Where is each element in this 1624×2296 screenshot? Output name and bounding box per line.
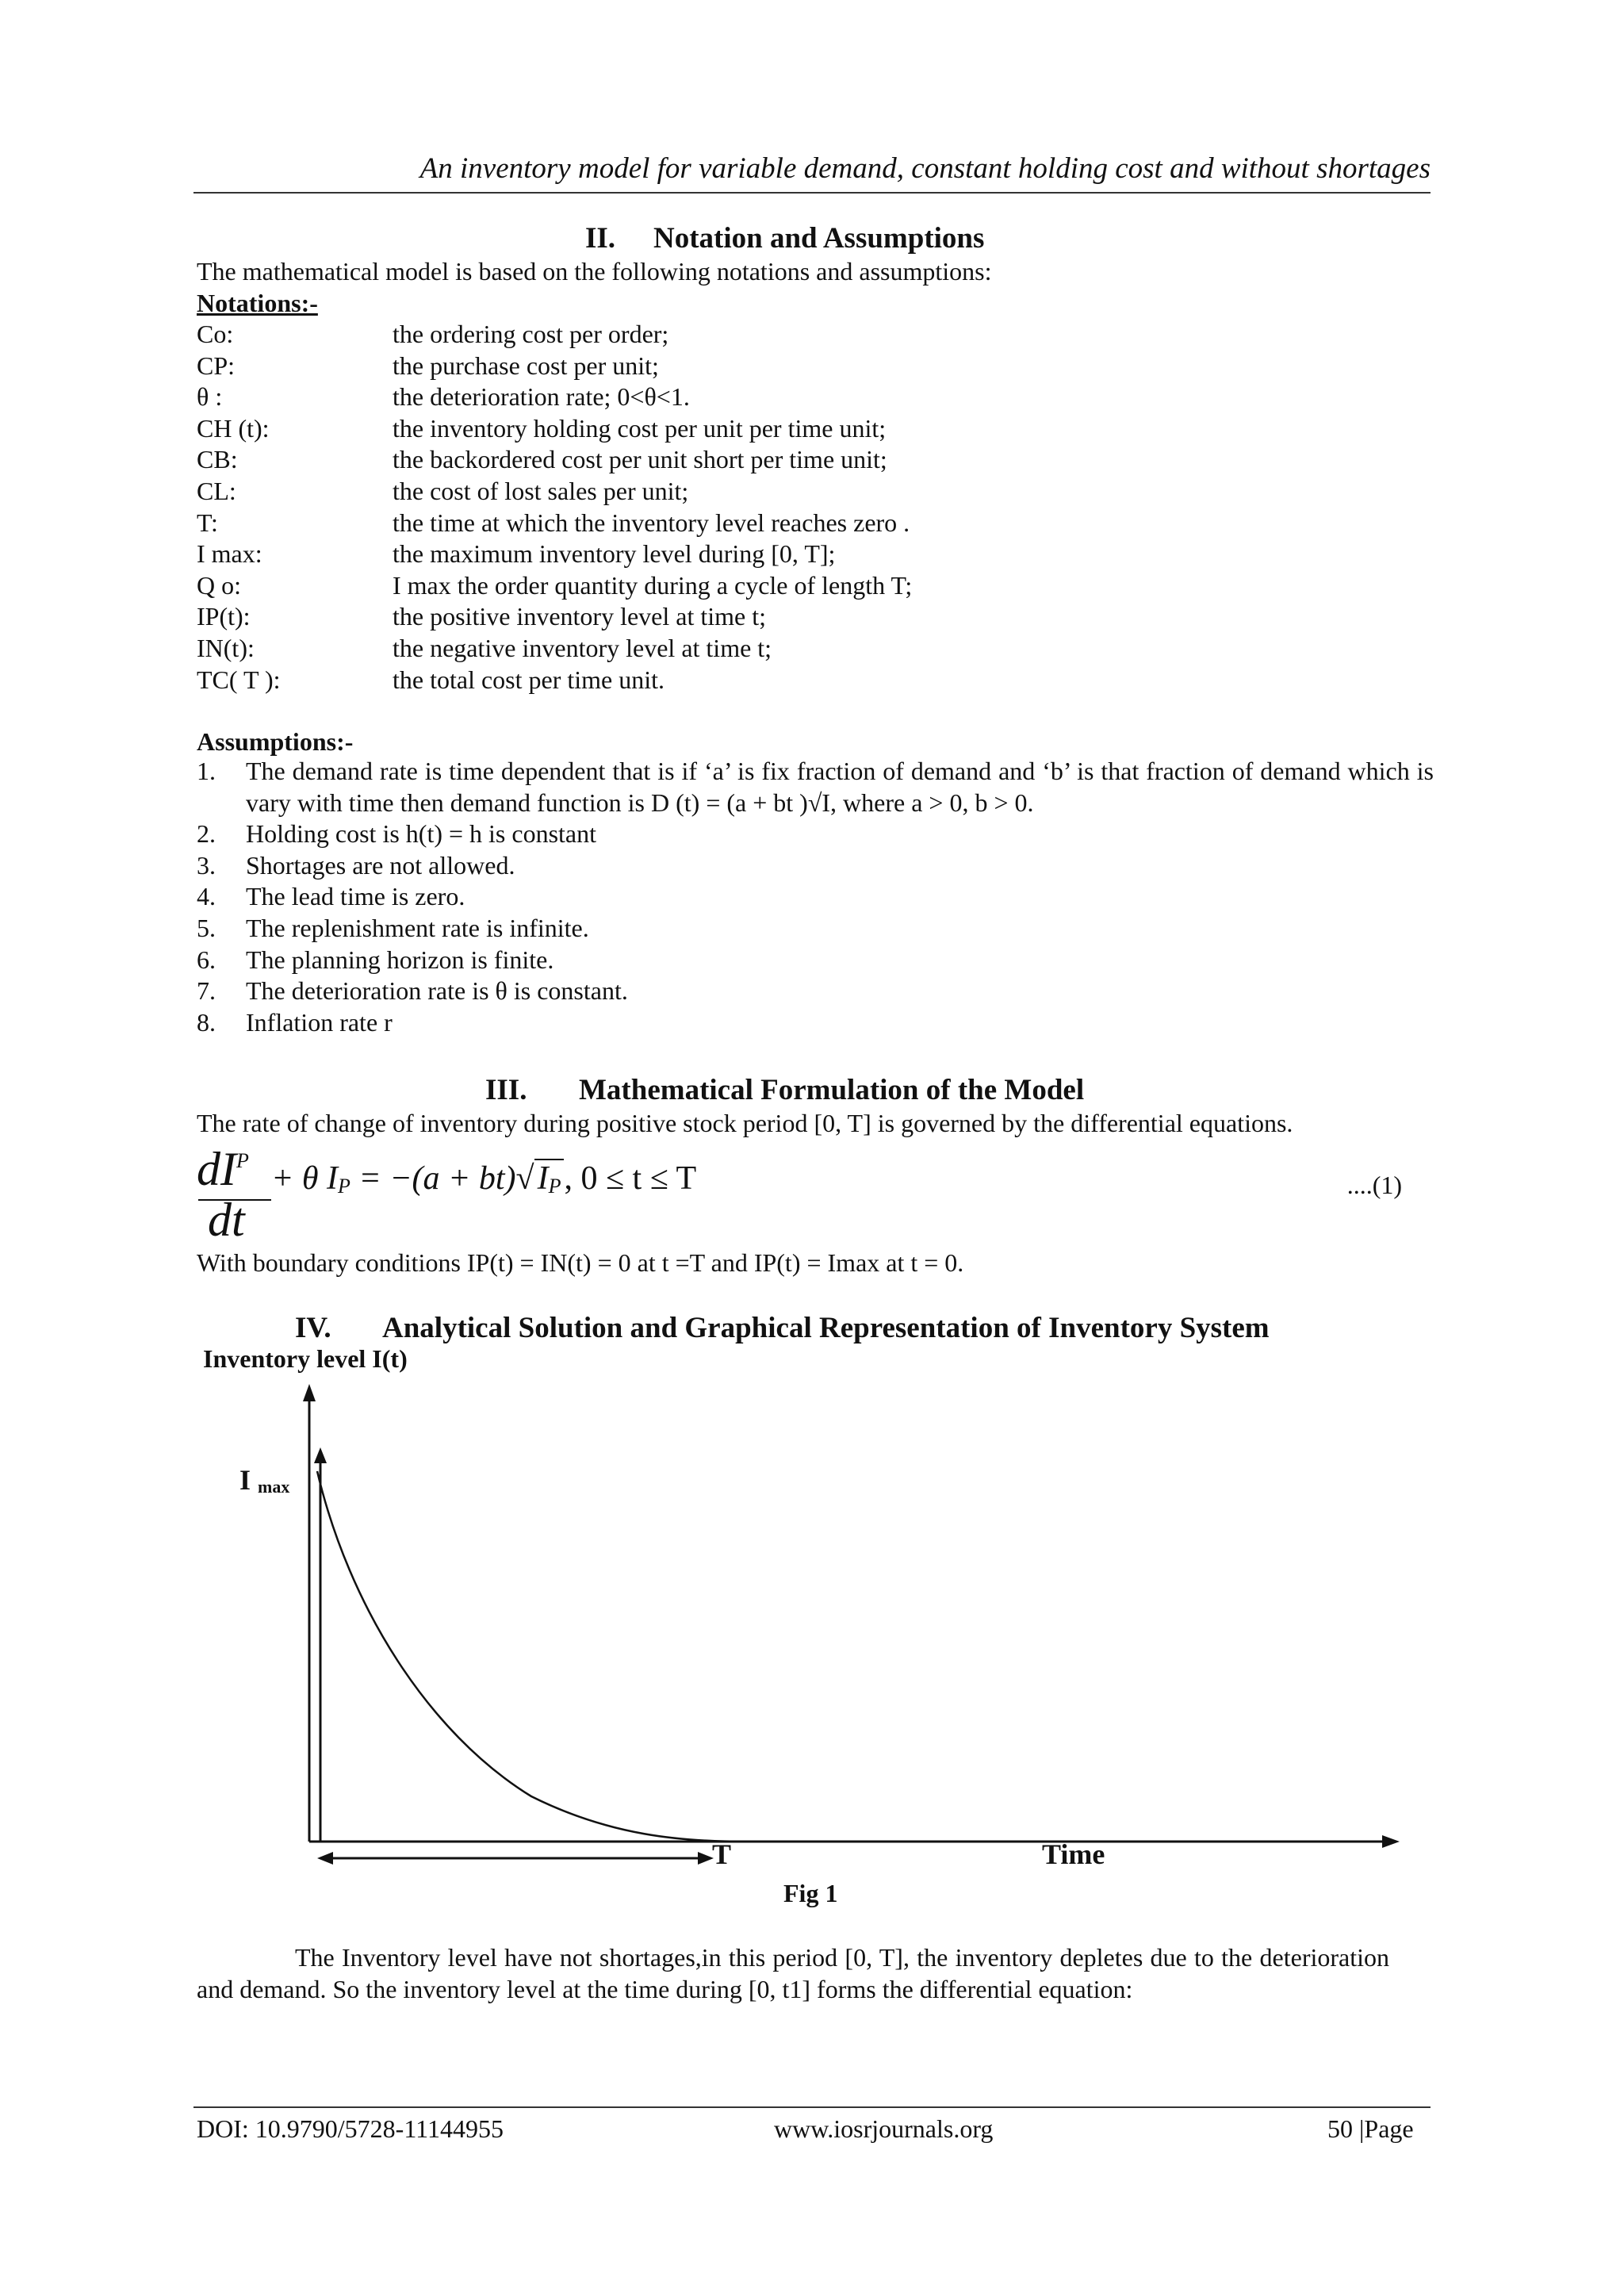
body-paragraph: The Inventory level have not shortages,in this period [0, T], the inventory depletes due to the deterioration and demand. So the inventory level at the time during [0, t1] forms the differential equation:: [197, 1943, 1389, 2003]
assumption-number: 4.: [197, 882, 216, 911]
section-intro: The rate of change of inventory during positive stock period [0, T] is governed by the differential equations.: [197, 1109, 1293, 1137]
assumption-text: Inflation rate r: [246, 1007, 393, 1037]
eq-theta-term: + θ I: [271, 1160, 338, 1197]
eq-rhs: [271, 1159, 696, 1198]
notation-desc: I max the order quantity during a cycle of length T;: [393, 570, 913, 600]
assumption-number: 7.: [197, 976, 216, 1006]
notation-symbol: I max:: [197, 539, 262, 569]
notation-symbol: Q o:: [197, 570, 241, 600]
imax-label-text: I: [239, 1464, 251, 1496]
notation-row: [197, 665, 912, 696]
running-header: An inventory model for variable demand, constant holding cost and without shortages: [419, 152, 1431, 185]
notation-symbol: T:: [197, 508, 218, 537]
notation-list: [197, 319, 912, 696]
imax-arrow-head: [314, 1447, 327, 1463]
assumption-item: [197, 913, 1434, 945]
section-number: III.: [485, 1074, 527, 1106]
section-heading-4: [295, 1310, 1270, 1347]
differential-equation: [197, 1140, 1418, 1244]
section-intro: The mathematical model is based on the following notations and assumptions:: [197, 257, 992, 286]
notation-desc: the deterioration rate; 0<θ<1.: [393, 382, 690, 412]
assumption-number: 5.: [197, 913, 216, 942]
assumption-text: The deterioration rate is θ is constant.: [246, 976, 628, 1006]
section-heading-3: [485, 1072, 1084, 1109]
section-title: Notation and Assumptions: [653, 222, 985, 255]
assumption-item: [197, 818, 1434, 850]
inventory-curve: [317, 1471, 745, 1842]
notation-desc: the ordering cost per order;: [393, 320, 669, 348]
footer-doi: DOI: 10.9790/5728-11144955: [197, 2114, 504, 2143]
inventory-graph: [198, 1344, 1435, 1915]
notation-symbol: IP(t):: [197, 602, 251, 631]
eq-radicand-text: I: [537, 1160, 549, 1197]
notation-symbol: CH (t):: [197, 413, 270, 443]
assumption-text: Shortages are not allowed.: [246, 850, 515, 880]
notation-row: [197, 601, 912, 633]
assumption-text: The planning horizon is finite.: [246, 945, 554, 974]
assumptions-heading: Assumptions:-: [197, 727, 354, 756]
notation-row: [197, 351, 912, 382]
y-axis-arrow: [303, 1384, 316, 1401]
notation-desc: the cost of lost sales per unit;: [393, 476, 689, 505]
time-axis-label: Time: [1042, 1838, 1105, 1870]
notation-symbol: TC( T ):: [197, 665, 281, 694]
eq-radicand: [534, 1159, 565, 1197]
notation-symbol: CB:: [197, 445, 238, 474]
eq-theta-sub: P: [337, 1175, 350, 1198]
equation-number: ....(1): [1346, 1171, 1402, 1199]
notation-row: [197, 319, 912, 351]
notation-row: [197, 381, 912, 413]
footer-rule: [193, 2106, 1431, 2108]
assumption-text: The replenishment rate is infinite.: [246, 913, 589, 942]
header-rule: [193, 192, 1431, 194]
eq-numerator: [197, 1142, 249, 1197]
notation-row: [197, 633, 912, 665]
notations-heading: Notations:-: [197, 289, 318, 317]
eq-numerator-text: dI: [197, 1143, 236, 1195]
section-number: IV.: [295, 1312, 331, 1344]
t-label: T: [712, 1838, 732, 1870]
notation-row: [197, 444, 912, 476]
y-axis-label: Inventory level I(t): [203, 1344, 408, 1373]
section-title: Analytical Solution and Graphical Representation of Inventory System: [382, 1312, 1270, 1344]
assumption-text: The demand rate is time dependent that is if ‘a’ is fix fraction of demand and ‘b’ is that fraction of demand which is vary with time then demand function is D (t) = (a + bt )√I, where a > 0, b > 0.: [246, 757, 1434, 817]
notation-symbol: θ :: [197, 382, 223, 412]
eq-demand-term: = −(a + bt)√: [350, 1160, 534, 1197]
notation-row: [197, 476, 912, 508]
assumption-text: Holding cost is h(t) = h is constant: [246, 819, 597, 849]
assumption-number: 8.: [197, 1007, 216, 1037]
footer-site: www.iosrjournals.org: [774, 2114, 994, 2143]
notation-symbol: Co:: [197, 320, 234, 348]
assumption-item: [197, 756, 1434, 818]
assumption-number: 1.: [197, 757, 216, 785]
notation-row: [197, 413, 912, 445]
boundary-conditions: With boundary conditions IP(t) = IN(t) = 0 at t =T and IP(t) = Imax at t = 0.: [197, 1248, 964, 1277]
notation-desc: the inventory holding cost per unit per time unit;: [393, 413, 887, 443]
eq-range: , 0 ≤ t ≤ T: [564, 1160, 697, 1197]
notation-row: [197, 570, 912, 602]
notation-symbol: IN(t):: [197, 633, 255, 662]
footer-page: 50 |Page: [1327, 2114, 1414, 2143]
figure-caption: Fig 1: [783, 1879, 838, 1907]
notation-desc: the negative inventory level at time t;: [393, 633, 772, 662]
section-number: II.: [585, 222, 616, 255]
assumption-text: The lead time is zero.: [246, 882, 465, 911]
notation-symbol: CP:: [197, 351, 236, 380]
assumption-item: [197, 1007, 1434, 1039]
inventory-figure: [198, 1344, 1435, 1915]
assumption-list: [197, 756, 1434, 1038]
imax-label-sub: max: [258, 1477, 290, 1497]
notation-desc: the total cost per time unit.: [393, 665, 665, 694]
assumption-item: [197, 976, 1434, 1007]
assumption-item: [197, 945, 1434, 976]
x-axis-arrow: [1382, 1835, 1400, 1848]
assumption-item: [197, 850, 1434, 882]
notation-desc: the positive inventory level at time t;: [393, 602, 766, 631]
t-span-arrow-right: [698, 1852, 714, 1865]
assumption-item: [197, 881, 1434, 913]
eq-radicand-sub: P: [548, 1175, 561, 1198]
notation-row: [197, 539, 912, 570]
assumption-number: 2.: [197, 819, 216, 849]
notation-desc: the backordered cost per unit short per time unit;: [393, 445, 887, 474]
eq-numerator-sub: P: [236, 1149, 249, 1172]
notation-desc: the purchase cost per unit;: [393, 351, 659, 380]
notation-desc: the time at which the inventory level reaches zero .: [393, 508, 910, 537]
notation-row: [197, 508, 912, 539]
notation-symbol: CL:: [197, 476, 236, 505]
section-title: Mathematical Formulation of the Model: [579, 1074, 1085, 1106]
eq-denominator: dt: [208, 1194, 245, 1246]
notation-desc: the maximum inventory level during [0, T];: [393, 539, 836, 569]
assumption-number: 3.: [197, 850, 216, 880]
assumption-number: 6.: [197, 945, 216, 974]
section-heading-2: [585, 220, 984, 257]
t-span-arrow-left: [317, 1852, 333, 1865]
